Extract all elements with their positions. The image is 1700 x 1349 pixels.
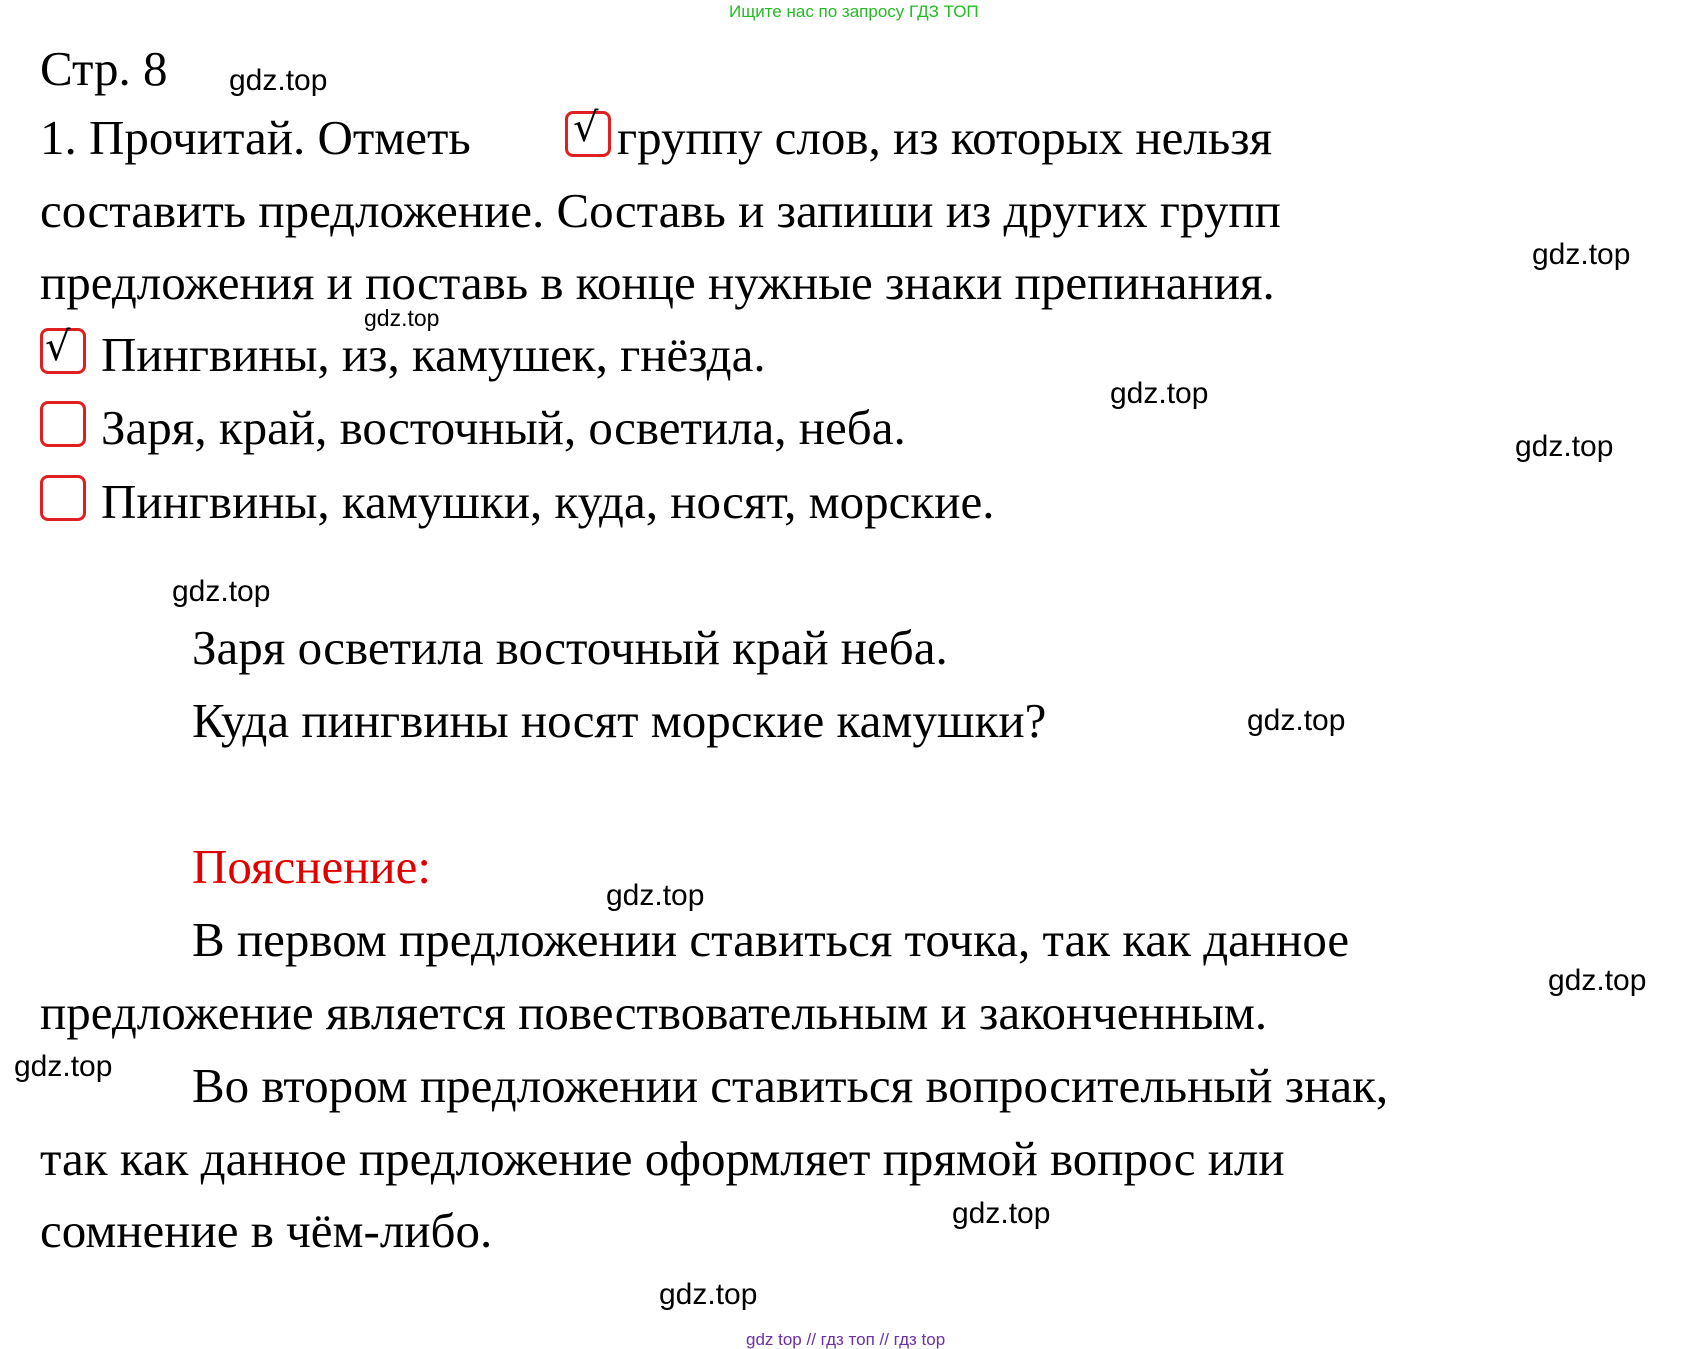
- option-3-checkbox: [40, 475, 86, 521]
- answer-2: Куда пингвины носят морские камушки?: [192, 693, 1047, 748]
- watermark: gdz.top: [14, 1050, 113, 1083]
- explanation-line-1: В первом предложении ставиться точка, так как данное: [192, 912, 1350, 967]
- answer-1: Заря осветила восточный край неба.: [192, 620, 948, 675]
- option-2-text: Заря, край, восточный, осветила, неба.: [101, 400, 906, 455]
- task-checkbox: [565, 105, 611, 157]
- watermark: gdz.top: [1247, 704, 1346, 737]
- watermark: gdz.top: [952, 1197, 1051, 1230]
- top-note: Ищите нас по запросу ГДЗ ТОП: [729, 2, 979, 21]
- explanation-line-4: так как данное предложение оформляет прямой вопрос или: [40, 1131, 1285, 1186]
- task-line-1-end: группу слов, из которых нельзя: [617, 110, 1273, 165]
- watermark: gdz.top: [364, 305, 440, 331]
- task-line-3: предложения и поставь в конце нужные знаки препинания.: [40, 255, 1275, 310]
- watermark: gdz.top: [229, 64, 328, 97]
- footer-links: gdz top // гдз топ // гдз top: [746, 1330, 946, 1349]
- option-1-checkbox: [40, 324, 86, 374]
- option-1-text: Пингвины, из, камушек, гнёзда.: [101, 327, 766, 382]
- task-line-1-start: 1. Прочитай. Отметь: [40, 110, 471, 165]
- explanation-line-5: сомнение в чём-либо.: [40, 1203, 493, 1258]
- watermark: gdz.top: [1515, 430, 1614, 463]
- option-3-text: Пингвины, камушки, куда, носят, морские.: [101, 474, 995, 529]
- watermark: gdz.top: [1110, 377, 1209, 410]
- explanation-line-2: предложение является повествовательным и законченным.: [40, 985, 1268, 1040]
- check-mark-icon: √: [45, 324, 71, 370]
- explanation-line-3: Во втором предложении ставиться вопросительный знак,: [192, 1058, 1389, 1113]
- watermark: gdz.top: [172, 575, 271, 608]
- page-label: Стр. 8: [40, 41, 168, 96]
- watermark: gdz.top: [1532, 238, 1631, 271]
- watermark: gdz.top: [606, 879, 705, 912]
- explanation-title: Пояснение:: [192, 839, 432, 894]
- watermark: gdz.top: [1548, 964, 1647, 997]
- task-line-2: составить предложение. Составь и запиши из других групп: [40, 183, 1281, 238]
- option-2-checkbox: [40, 401, 86, 447]
- check-mark-icon: √: [573, 105, 599, 151]
- watermark: gdz.top: [659, 1278, 758, 1311]
